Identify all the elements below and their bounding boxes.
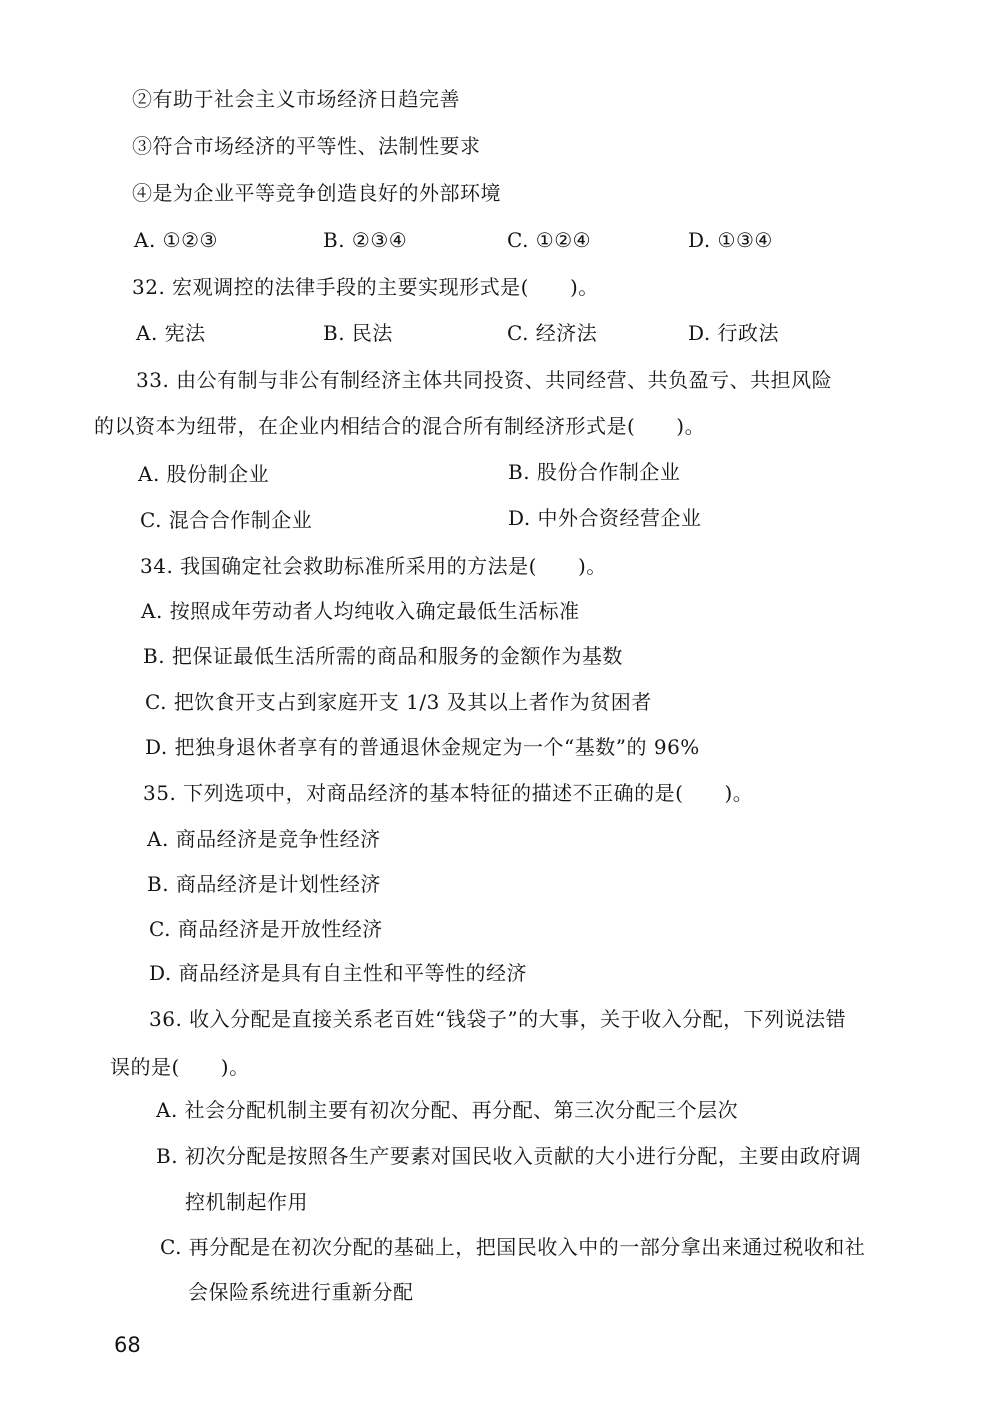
q32-option-d: D. 行政法 xyxy=(688,321,780,345)
q35-stem: 35. 下列选项中，对商品经济的基本特征的描述不正确的是( )。 xyxy=(143,781,754,805)
q36-option-c-line2: 会保险系统进行重新分配 xyxy=(188,1280,414,1304)
q32-option-a: A. 宪法 xyxy=(136,321,206,345)
q34-option-a: A. 按照成年劳动者人均纯收入确定最低生活标准 xyxy=(141,599,580,623)
q33-option-a: A. 股份制企业 xyxy=(138,462,270,486)
q34-option-b: B. 把保证最低生活所需的商品和服务的金额作为基数 xyxy=(143,644,623,668)
q33-option-d: D. 中外合资经营企业 xyxy=(508,506,702,530)
q35-option-b: B. 商品经济是计划性经济 xyxy=(147,872,381,896)
q36-option-b-line2: 控机制起作用 xyxy=(185,1190,308,1214)
q36-stem-line2: 误的是( )。 xyxy=(110,1055,250,1079)
q31-option-a: A. ①②③ xyxy=(134,228,218,252)
q36-stem-line1: 36. 收入分配是直接关系老百姓“钱袋子”的大事，关于收入分配，下列说法错 xyxy=(149,1007,847,1031)
q34-option-d: D. 把独身退休者享有的普通退休金规定为一个“基数”的 96% xyxy=(145,735,700,759)
q34-stem: 34. 我国确定社会救助标准所采用的方法是( )。 xyxy=(140,554,607,578)
q33-stem-line2: 的以资本为纽带，在企业内相结合的混合所有制经济形式是( )。 xyxy=(94,414,706,438)
q31-option-b: B. ②③④ xyxy=(323,228,408,252)
q36-option-c-line1: C. 再分配是在初次分配的基础上，把国民收入中的一部分拿出来通过税收和社 xyxy=(160,1235,866,1259)
q36-option-b-line1: B. 初次分配是按照各生产要素对国民收入贡献的大小进行分配，主要由政府调 xyxy=(156,1144,862,1168)
q33-option-b: B. 股份合作制企业 xyxy=(508,460,681,484)
q33-option-c: C. 混合合作制企业 xyxy=(140,508,313,532)
q34-option-c: C. 把饮食开支占到家庭开支 1/3 及其以上者作为贫困者 xyxy=(145,690,652,714)
q33-stem-line1: 33. 由公有制与非公有制经济主体共同投资、共同经营、共负盈亏、共担风险 xyxy=(136,368,833,392)
q35-option-c: C. 商品经济是开放性经济 xyxy=(149,917,383,941)
page-number: 68 xyxy=(114,1333,141,1357)
q31-option-c: C. ①②④ xyxy=(507,228,592,252)
q31-item-4: ④是为企业平等竞争创造良好的外部环境 xyxy=(132,181,501,205)
q36-option-a: A. 社会分配机制主要有初次分配、再分配、第三次分配三个层次 xyxy=(156,1098,739,1122)
q31-item-2: ②有助于社会主义市场经济日趋完善 xyxy=(132,87,460,111)
q31-item-3: ③符合市场经济的平等性、法制性要求 xyxy=(132,134,481,158)
q35-option-d: D. 商品经济是具有自主性和平等性的经济 xyxy=(149,961,528,985)
q32-stem: 32. 宏观调控的法律手段的主要实现形式是( )。 xyxy=(132,275,599,299)
q31-option-d: D. ①③④ xyxy=(688,228,773,252)
q35-option-a: A. 商品经济是竞争性经济 xyxy=(147,827,381,851)
q32-option-b: B. 民法 xyxy=(323,321,393,345)
q32-option-c: C. 经济法 xyxy=(507,321,598,345)
